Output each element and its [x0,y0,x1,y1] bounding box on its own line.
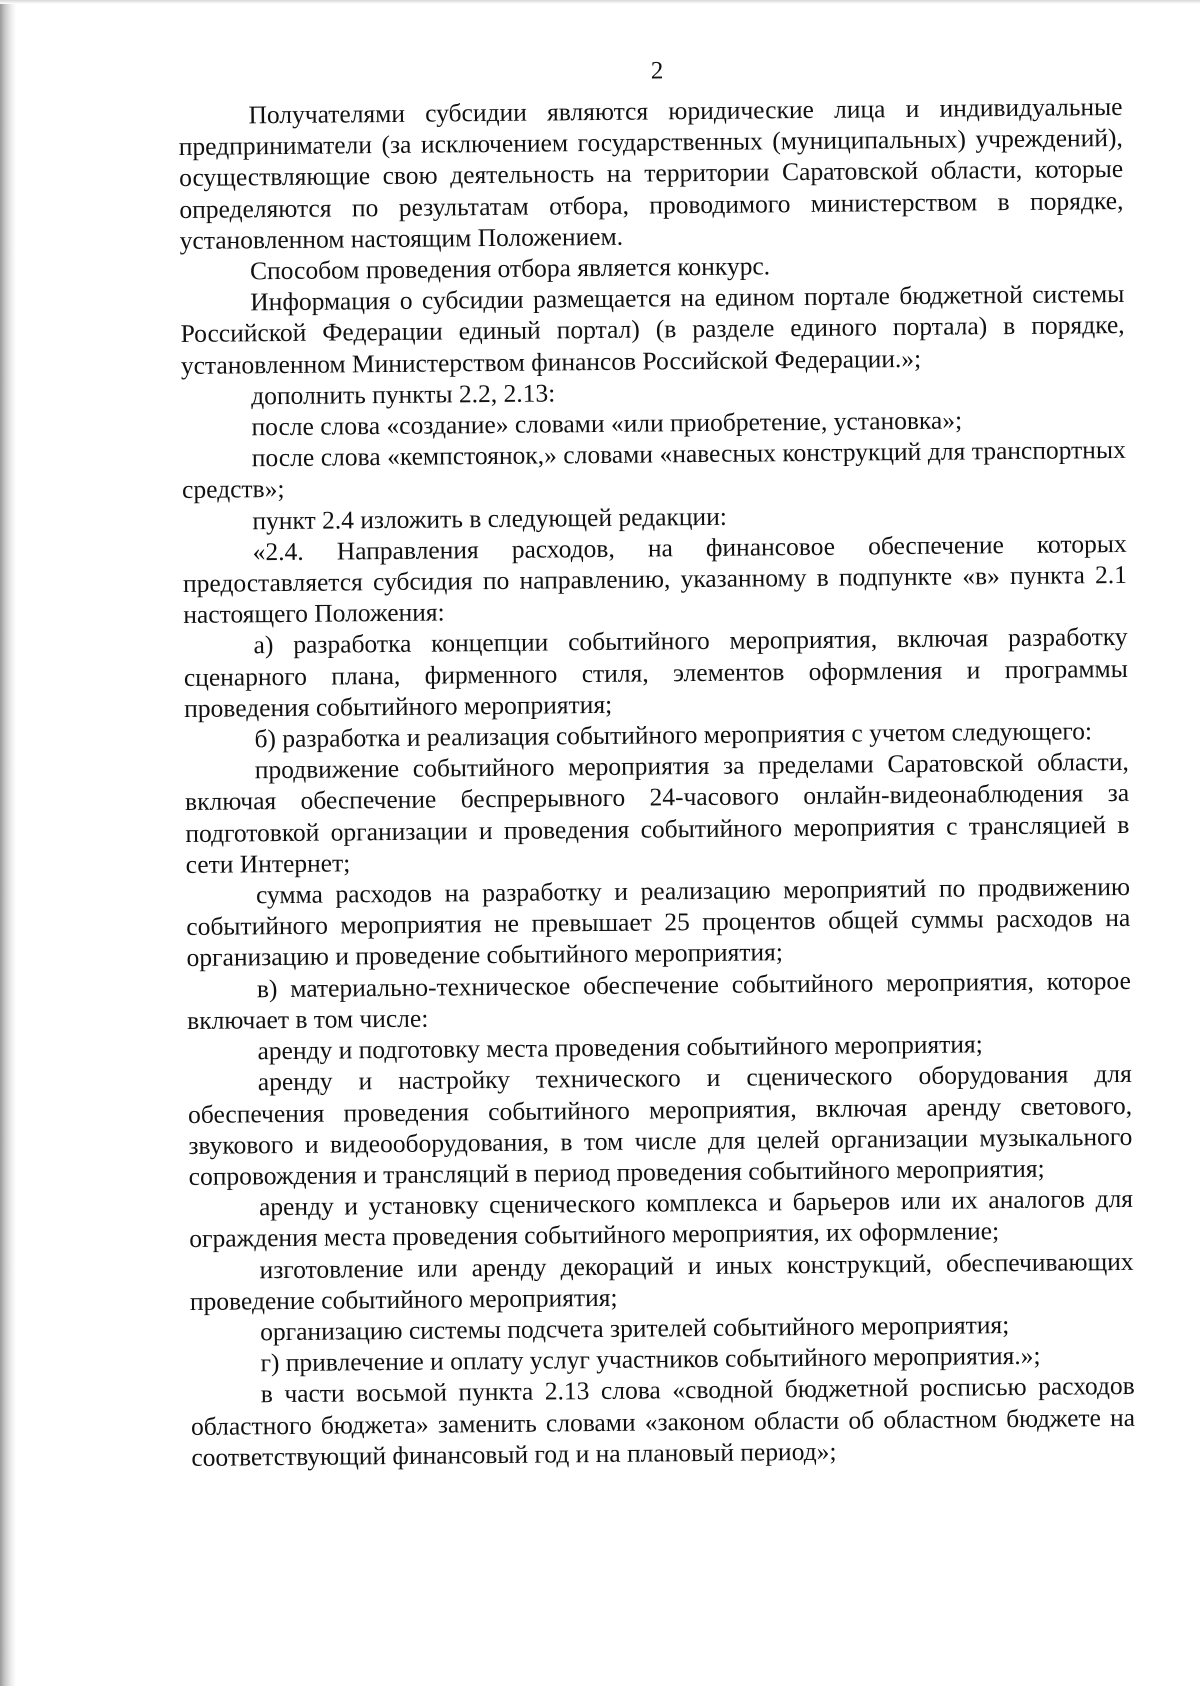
paragraph-subitem-v: в) материально-техническое обеспечение событийного мероприятия, которое включает в том числе: [187,965,1131,1035]
paragraph-subitem-b: б) разработка и реализация событийного мероприятия с учетом следующего: [254,716,1093,754]
paragraph-after-word-campsites: после слова «кемпстоянок,» словами «навесных конструкций для транспортных средств»; [181,435,1126,505]
paragraph-after-word-creation: после слова «создание» словами «или приобретение, установка»; [251,405,963,442]
paragraph-equipment-rent: аренду и настройку технического и сценического оборудования для обеспечения проведения событийного мероприятия, включая аренду светового, звукового и видеооборудования, в том числе для целей организации музыкального сопровождения и трансляций в период проведения событийного мероприятия; [187,1059,1133,1191]
page-number: 2 [650,57,664,85]
paragraph-spectator-count: организацию системы подсчета зрителей событийного мероприятия; [260,1310,1010,1347]
paragraph-portal-info: Информация о субсидии размещается на едином портале бюджетной системы Российской Федерации единый портал) (в разделе единого портала) в порядке, установленном Министерством финансов Российской Федерации.»; [180,279,1125,380]
paragraph-item-2-13: в части восьмой пункта 2.13 слова «сводной бюджетной росписью расходов областного бюджета» заменить словами «законом области об областном бюджете на соответствующий финансовый год и на плановый период»; [190,1371,1136,1472]
paragraph-subitem-a: а) разработка концепции событийного мероприятия, включая разработку сценарного плана, фирменного стиля, элементов оформления и программы проведения событийного мероприятия; [183,622,1129,723]
paragraph-stage-complex: аренду и установку сценического комплекса и барьеров или их аналогов для ограждения места проведения событийного мероприятия, их оформление; [189,1183,1134,1254]
paragraph-recipients: Получателями субсидии являются юридические лица и индивидуальные предприниматели (за исключением государственных (муниципальных) учреждений), осуществляющие свою деятельность на территории Саратовской области, которые определяются по результатам отбора, проводимого министерством в порядке, установленном настоящим Положением. [178,91,1124,255]
paragraph-item-2-4-intro: пункт 2.4 изложить в следующей редакции: [252,501,727,535]
paragraph-venue-rent: аренду и подготовку места проведения событийного мероприятия; [257,1029,983,1066]
scan-top-edge [0,0,1200,4]
paragraph-subitem-g: г) привлечение и оплату услуг участников событийного мероприятия.»; [260,1340,1041,1378]
document-page [178,53,1136,1473]
scan-edge-shadow [0,0,16,1686]
paragraph-amend-items: дополнить пункты 2.2, 2.13: [251,378,556,411]
paragraph-expense-limit: сумма расходов на разработку и реализацию мероприятий по продвижению событийного мероприятия не превышает 25 процентов общей суммы расходов на организацию и проведение событийного мероприятия; [186,871,1131,973]
paragraph-decorations: изготовление или аренду декораций и иных конструкций, обеспечивающих проведение событийного мероприятия; [189,1246,1134,1316]
paragraph-selection-method: Способом проведения отбора является конкурс. [249,251,771,286]
paragraph-item-2-4: «2.4. Направления расходов, на финансовое обеспечение которых предоставляется субсидия по направлению, указанному в подпункте «в» пункта 2.1 настоящего Положения: [182,528,1128,630]
paragraph-promotion: продвижение событийного мероприятия за пределами Саратовской области, включая обеспечение беспрерывного 24-часового онлайн-видеонаблюдения за подготовкой организации и проведения событийного мероприятия с трансляцией в сети Интернет; [184,747,1130,879]
